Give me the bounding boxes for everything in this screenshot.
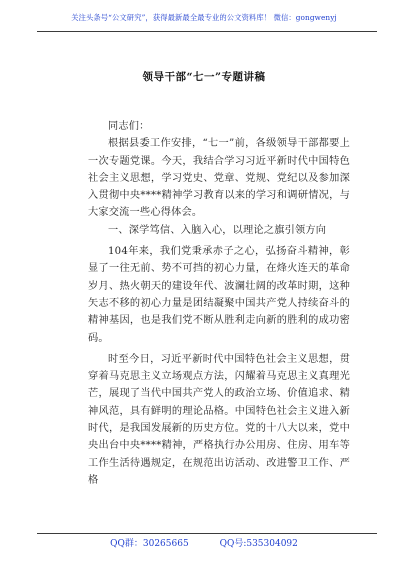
header-divider	[37, 31, 377, 32]
section-heading: 一、深学笃信、入脑入心，以理论之旗引领方向	[108, 224, 327, 236]
paragraph-new-era: 时至今日，习近平新时代中国特色社会主义思想，贯穿着马克思主义立场观点方法，闪耀着马克思主义真理光芒，展现了当代中国共产党人的政治立场、价值追求、精神风范，具有鲜明的理论品格。中国特色社会主义进入新时代，是我国发展新的历史方位。党的十八大以来，党中央出台中央****精神，严格执行办公用房、住房、用车等工作生活待遇规定，在规范出访活动、改进警卫工作、严格	[88, 353, 350, 486]
qq-group-label: QQ群：30265665	[110, 539, 189, 549]
footer-divider	[37, 533, 377, 534]
paragraph-intro: 根据县委工作安排，“七一”前，各级领导干部都要上一次专题党课。今天，我结合学习习近平新时代中国特色社会主义思想，学习党史、党章、党规、党纪以及参加深入贯彻中央****精神学习教育以来的学习和调研情况，与大家交流一些心得体会。	[88, 138, 350, 219]
document-body	[88, 118, 350, 489]
footer-contact	[0, 536, 408, 549]
greeting: 同志们：	[108, 121, 150, 132]
paragraph-history: 104年来，我们党秉承赤子之心，弘扬奋斗精神，彰显了一往无前、势不可挡的初心力量，在烽火连天的革命岁月、热火朝天的建设年代、波澜壮阔的改革时期，这种矢志不移的初心力量是团结凝聚中国共产党人持续奋斗的精神基因，也是我们党不断从胜利走向新的胜利的成功密码。	[88, 246, 350, 344]
document-title: 领导干部“七一”专题讲稿	[142, 71, 266, 83]
qq-number-label: QQ号:535304092	[219, 539, 298, 549]
promo-banner: 关注头条号“公文研究”，获得最新最全最专业的公文资料库！ 微信：gongwenyj	[71, 13, 337, 22]
